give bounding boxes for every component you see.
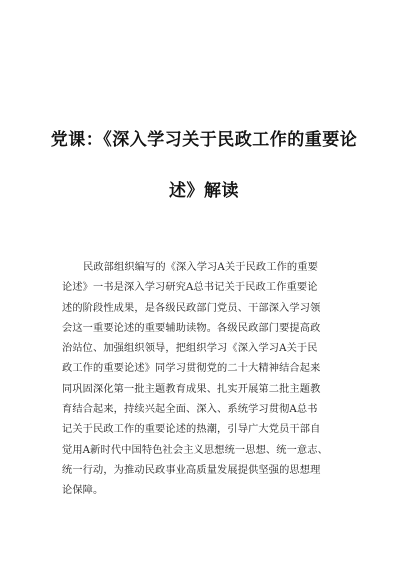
body-line: 觉用A新时代中国特色社会主义思想统一思想、统一意志、 [62, 444, 328, 456]
body-paragraph [62, 258, 352, 502]
document-title-line-2: 述》解读 [169, 181, 239, 201]
body-line: 论述》一书是深入学习研究A总书记关于民政工作重要论 [62, 282, 318, 294]
body-line: 记关于民政工作的重要论述的热潮，引导广大党员干部自 [62, 424, 321, 436]
body-line: 育结合起来，持续兴起全面、深入、系统学习贯彻A总书 [62, 404, 318, 416]
body-line: 民政部组织编写的《深入学习A关于民政工作的重要 [83, 262, 318, 273]
body-line: 会这一重要论述的重要辅助读物。各级民政部门要提高政 [62, 322, 321, 334]
body-line: 论保障。 [62, 485, 104, 497]
body-line: 述的阶段性成果，是各级民政部门党员、干部深入学习领 [62, 302, 321, 314]
body-line: 政工作的重要论述》同学习贯彻党的二十大精神结合起来 [62, 363, 321, 375]
body-line: 同巩固深化第一批主题教育成果、扎实开展第二批主题教 [62, 383, 321, 395]
body-line: 治站位、加强组织领导，把组织学习《深入学习A关于民 [62, 343, 318, 355]
body-line: 统一行动，为推动民政事业高质量发展提供坚强的思想理 [62, 464, 321, 476]
document-title-line-1: 党课：《深入学习关于民政工作的重要论 [50, 130, 358, 150]
